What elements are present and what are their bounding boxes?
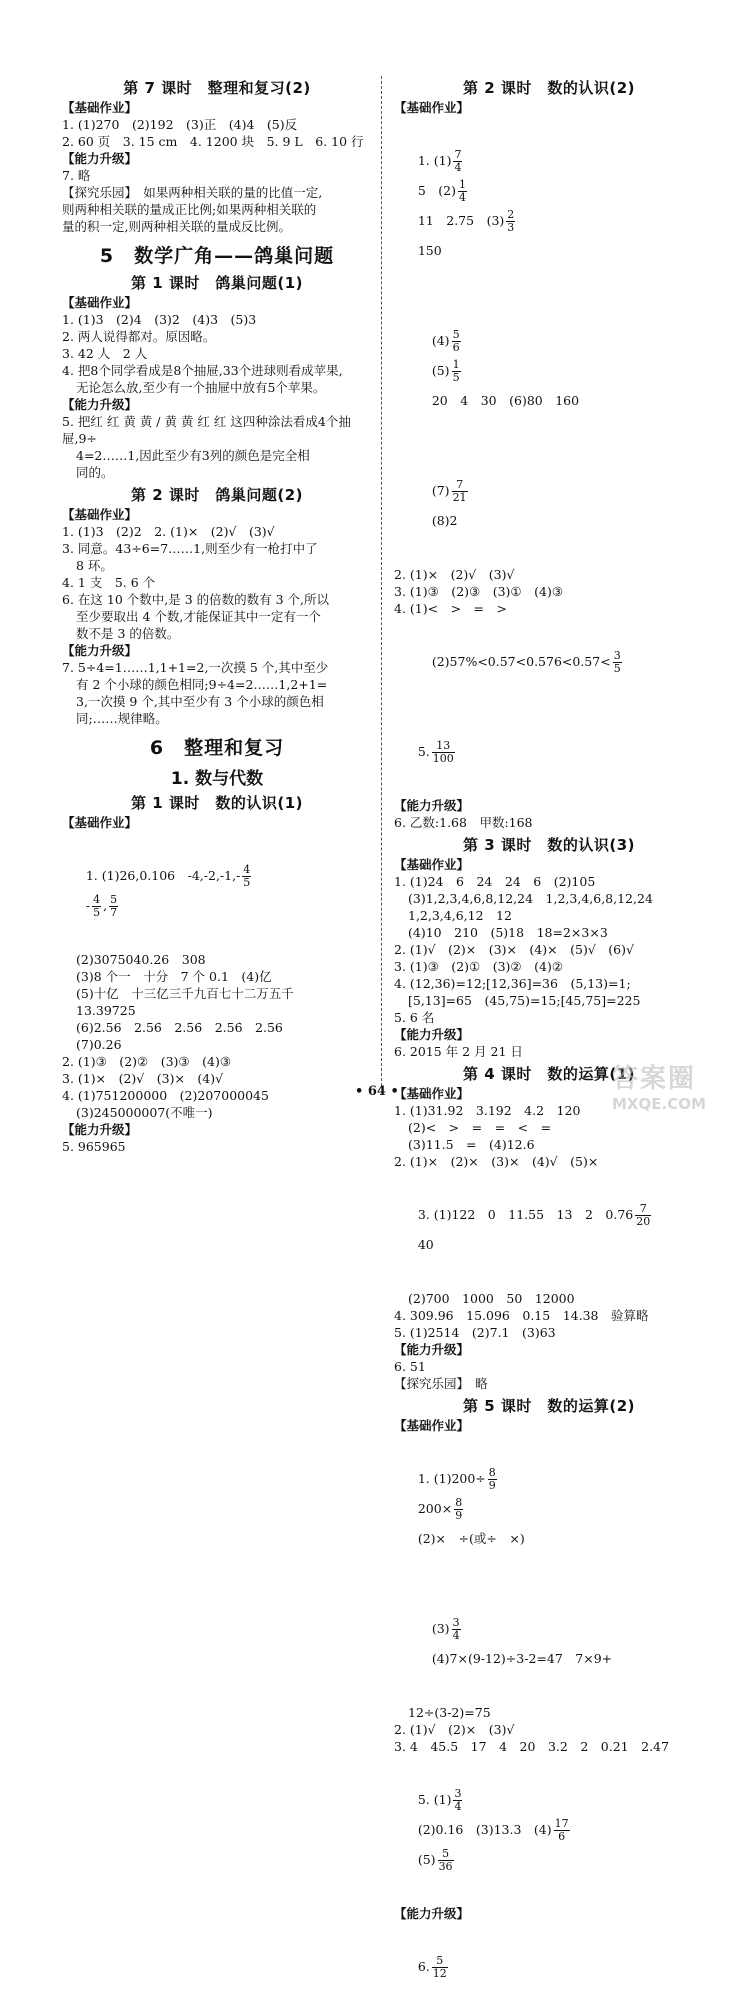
answer-line: 8 环。 (76, 558, 113, 573)
fraction (635, 1203, 651, 1228)
answer-line (394, 446, 704, 566)
answer-line: 5. 965965 (62, 1139, 126, 1154)
answer-text: 1. (1)26,0.106 -4,-2,-1,- (85, 868, 241, 883)
denominator: 100 (432, 752, 454, 765)
section-tag: 【能力升级】 (394, 1906, 470, 1921)
answer-line: 4. 把8个同学看成是8个抽屉,33个进球则看成苹果, (62, 363, 343, 378)
answer-line: 2. (1)③ (2)② (3)③ (4)③ (62, 1054, 232, 1069)
denominator: 4 (452, 1629, 460, 1642)
answer-line: 5. 6 名 (394, 1010, 435, 1025)
numerator: 4 (243, 863, 251, 876)
answer-line: (3)1,2,3,4,6,8,12,24 1,2,3,4,6,8,12,24 (408, 891, 653, 906)
answer-line: 【探究乐园】 略 (394, 1376, 488, 1391)
fraction (506, 209, 515, 234)
fraction (452, 359, 461, 384)
answer-text: (5) (417, 1852, 436, 1867)
answer-text: 5 (2) (417, 183, 457, 198)
denominator: 9 (455, 1509, 463, 1522)
denominator: 5 (243, 876, 251, 889)
answer-line (62, 831, 372, 951)
numerator: 1 (452, 358, 460, 371)
fraction (554, 1818, 570, 1843)
fraction (452, 329, 461, 354)
answer-line: (2)700 1000 50 12000 (408, 1291, 575, 1306)
right-column (394, 74, 704, 2012)
fraction (613, 650, 622, 675)
answer-line: 2. (1)× (2)× (3)× (4)√ (5)× (394, 1154, 599, 1169)
denominator: 5 (93, 906, 101, 919)
answer-text: , (103, 898, 108, 913)
numerator: 8 (488, 1466, 496, 1479)
answer-line: 4. (1)< > = > (394, 601, 508, 616)
lesson-title: 第 1 课时 数的认识(1) (130, 794, 304, 812)
answer-line (394, 617, 704, 707)
page-number: • 64 • (355, 1084, 399, 1099)
lesson-title: 第 7 课时 整理和复习(2) (123, 79, 311, 97)
denominator: 7 (110, 906, 118, 919)
denominator: 4 (454, 1800, 462, 1813)
fraction (458, 179, 467, 204)
section-tag: 【基础作业】 (394, 857, 470, 872)
fraction (453, 149, 462, 174)
answer-line: 3. (1)× (2)√ (3)× (4)√ (62, 1071, 224, 1086)
answer-text: (2)57%<0.5̇7̇<0.576<0.57̇< (431, 654, 611, 669)
fraction (452, 479, 468, 504)
answer-text: 1. (1) (417, 153, 452, 168)
section-tag: 【基础作业】 (62, 815, 138, 830)
answer-line: 数不是 3 的倍数。 (76, 626, 180, 641)
answer-line: 6. 在这 10 个数中,是 3 的倍数的数有 3 个,所以 (62, 592, 329, 607)
answer-line: 1. (1)3 (2)2 2. (1)× (2)√ (3)√ (62, 524, 275, 539)
fraction (488, 1467, 497, 1492)
denominator: 6 (452, 341, 460, 354)
numerator: 3 (454, 1787, 462, 1800)
answer-line: 12÷(3-2)=75 (408, 1705, 491, 1720)
answer-line: 5. (1)2514 (2)7.1 (3)63 (394, 1325, 556, 1340)
unit-title: 5 数学广角——鸽巢问题 (99, 245, 335, 267)
answer-line: 4. (1)751200000 (2)207000045 (62, 1088, 269, 1103)
answer-text: 5. (1) (417, 1792, 452, 1807)
lesson-title: 第 1 课时 鸽巢问题(1) (130, 274, 304, 292)
numerator: 7 (635, 1203, 651, 1216)
answer-line: [5,13]=65 (45,75)=15;[45,75]=225 (408, 993, 641, 1008)
answer-line: (3)8 个一 十分 7 个 0.1 (4)亿 (76, 969, 272, 984)
answer-line: (6)2.56 2.56̇ 2.5̇6̇ 2.56̇ 2.5̇6 (76, 1020, 283, 1035)
fraction (242, 864, 251, 889)
answer-text: 11 2.75 (3) (417, 213, 505, 228)
watermark-url: MXQE.COM (612, 1095, 706, 1113)
answer-line: (3)11.5 = (4)12.6 (408, 1137, 535, 1152)
answer-line: 3. (1)③ (2)① (3)② (4)② (394, 959, 564, 974)
section-tag: 【基础作业】 (394, 1086, 470, 1101)
answer-text: - (85, 898, 91, 913)
lesson-title: 第 5 课时 数的运算(2) (462, 1397, 636, 1415)
section-tag: 【能力升级】 (62, 151, 138, 166)
denominator: 12 (432, 1967, 447, 1980)
section-tag: 【基础作业】 (62, 507, 138, 522)
answer-text: 6. (417, 1959, 430, 1974)
answer-line: 2. (1)× (2)√ (3)√ (394, 567, 515, 582)
lesson-title: 第 4 课时 数的运算(1) (462, 1065, 636, 1083)
lesson-title: 第 2 课时 鸽巢问题(2) (130, 486, 304, 504)
watermark (612, 1058, 740, 1113)
answer-line: 3. 同意。43÷6=7……1,则至少有一枪打中了 (62, 541, 318, 556)
answer-line (394, 296, 704, 446)
answer-line (394, 1170, 704, 1290)
answer-line (394, 116, 704, 296)
section-tag: 【基础作业】 (62, 100, 138, 115)
denominator: 4 (459, 191, 467, 204)
answer-text: (8)2 (431, 513, 458, 528)
answer-line: 1,2,3,4,6,12 12 (408, 908, 512, 923)
answer-line: (7)0.26 (76, 1037, 122, 1052)
section-title: 1. 数与代数 (170, 769, 264, 789)
answer-line: 无论怎么放,至少有一个抽屉中放有5个苹果。 (76, 380, 326, 395)
answer-line: 2. 两人说得都对。原因略。 (62, 329, 216, 344)
denominator: 5 (613, 662, 621, 675)
numerator: 3 (452, 1616, 460, 1629)
answer-text: 20 4 30 (6)80 160 (431, 393, 580, 408)
answer-line: 至少要取出 4 个数,才能保证其中一定有一个 (76, 609, 321, 624)
denominator: 36 (438, 1860, 453, 1873)
denominator: 4 (454, 161, 462, 174)
section-tag: 【能力升级】 (394, 1342, 470, 1357)
section-tag: 【基础作业】 (62, 295, 138, 310)
fraction (453, 1788, 462, 1813)
section-tag: 【能力升级】 (62, 643, 138, 658)
answer-line: 5. 把红 红 黄 黄 / 黄 黄 红 红 这四种涂法看成4个抽屉,9÷ (62, 414, 351, 446)
answer-text: 5. (417, 744, 430, 759)
answer-text: 40 (417, 1237, 434, 1252)
answer-line: (3)245000007(不唯一) (76, 1105, 213, 1120)
answer-text: (4) (431, 333, 450, 348)
answer-line: 3. 4 45.5 17 4 20 3.2 2 0.21 2.47 (394, 1739, 669, 1754)
answer-line: 2. 60 页 3. 15 cm 4. 1200 块 5. 9 L 6. 10 行 (62, 134, 364, 149)
answer-text: 200× (417, 1501, 453, 1516)
answer-line: (2)3075040.26 308 (76, 952, 206, 967)
answer-line (394, 1922, 704, 2012)
answer-text: (7) (431, 483, 450, 498)
answer-text: (2)0.16 (3)13.3 (4) (417, 1822, 552, 1837)
answer-line: 2. (1)√ (2)× (3)√ (394, 1722, 515, 1737)
answer-line: 6. 2015 年 2 月 21 日 (394, 1044, 523, 1059)
answer-line: 同;……规律略。 (76, 711, 168, 726)
section-tag: 【能力升级】 (62, 397, 138, 412)
answer-line: 6. 51 (394, 1359, 426, 1374)
answer-text: (4)7×(9-12)÷3-2=47 7×9+ (431, 1651, 613, 1666)
answer-line: 3. (1)③ (2)③ (3)① (4)③ (394, 584, 564, 599)
numerator: 8 (455, 1496, 463, 1509)
answer-line: 【探究乐园】 如果两种相关联的量的比值一定, (62, 185, 323, 200)
answer-line: 则两种相关联的量成正比例;如果两种相关联的 (62, 202, 317, 217)
unit-title: 6 整理和复习 (149, 737, 285, 759)
answer-line: 1. (1)270 (2)192 (3)正 (4)4 (5)反 (62, 117, 298, 132)
numerator: 5 (438, 1848, 454, 1861)
answer-line: (2)< > = = < = (408, 1120, 552, 1135)
fraction (432, 740, 455, 765)
fraction (109, 894, 118, 919)
fraction (452, 1617, 461, 1642)
denominator: 6 (558, 1830, 566, 1843)
answer-line: (5)十亿 十三亿三千九百七十二万五千 (76, 986, 294, 1001)
answer-text: (2)× ÷(或÷ ×) (417, 1531, 525, 1546)
answer-line (394, 707, 704, 797)
answer-text: (3) (431, 1621, 450, 1636)
numerator: 5 (110, 893, 118, 906)
answer-line: 1. (1)24 6 24 24 6 (2)105 (394, 874, 596, 889)
fraction (92, 894, 101, 919)
answer-line: 1. (1)31.92 3.192 4.2 120 (394, 1103, 581, 1118)
answer-line (394, 1434, 704, 1584)
numerator: 1 (459, 178, 467, 191)
numerator: 13 (432, 740, 455, 753)
answer-line: 13.39725 (76, 1003, 136, 1018)
answer-line: 3,一次摸 9 个,其中至少有 3 个小球的颜色相 (76, 694, 324, 709)
section-tag: 【能力升级】 (62, 1122, 138, 1137)
answer-text: (5) (431, 363, 450, 378)
denominator: 9 (488, 1479, 496, 1492)
answer-line: 4=2……1,因此至少有3列的颜色是完全相 (76, 448, 310, 463)
answer-line: 7. 略 (62, 168, 91, 183)
answer-line: 有 2 个小球的颜色相同;9÷4=2……1,2+1= (76, 677, 328, 692)
answer-line (394, 1584, 704, 1704)
watermark-text: 答案圈 (612, 1064, 697, 1094)
denominator: 20 (636, 1215, 651, 1228)
section-tag: 【基础作业】 (394, 100, 470, 115)
answer-text: 1. (1)200÷ (417, 1471, 486, 1486)
fraction (432, 1955, 448, 1980)
section-tag: 【能力升级】 (394, 798, 470, 813)
answer-text: 3. (1)122 0 11.55 13 2 0.76 (417, 1207, 634, 1222)
answer-line: 1. (1)3 (2)4 (3)2 (4)3 (5)3 (62, 312, 257, 327)
section-tag: 【能力升级】 (394, 1027, 470, 1042)
lesson-title: 第 2 课时 数的认识(2) (462, 79, 636, 97)
lesson-title: 第 3 课时 数的认识(3) (462, 836, 636, 854)
numerator: 4 (93, 893, 101, 906)
left-column (62, 74, 372, 1155)
answer-line: 4. 309.96 15.096 0.15 14.38 验算略 (394, 1308, 649, 1323)
answer-line: 同的。 (76, 465, 114, 480)
denominator: 5 (452, 371, 460, 384)
fraction (438, 1848, 454, 1873)
column-divider (381, 76, 382, 1086)
answer-line: 3. 42 人 2 人 (62, 346, 148, 361)
answer-line: 6. 乙数:1.68 甲数:168 (394, 815, 533, 830)
answer-line: 2. (1)√ (2)× (3)× (4)× (5)√ (6)√ (394, 942, 634, 957)
numerator: 5 (452, 328, 460, 341)
denominator: 21 (452, 491, 467, 504)
answer-line: 4. 1 支 5. 6 个 (62, 575, 156, 590)
answer-line: 量的积一定,则两种相关联的量成反比例。 (62, 219, 291, 234)
section-tag: 【基础作业】 (394, 1418, 470, 1433)
numerator: 5 (432, 1955, 448, 1968)
numerator: 7 (454, 148, 462, 161)
numerator: 3 (613, 649, 621, 662)
answer-line (394, 1755, 704, 1905)
fraction (454, 1497, 463, 1522)
answer-line: 7. 5÷4=1……1,1+1=2,一次摸 5 个,其中至少 (62, 660, 329, 675)
answer-text: 150 (417, 243, 442, 258)
numerator: 17 (554, 1817, 569, 1830)
answer-line: (4)10 210 (5)18 18=2×3×3 (408, 925, 608, 940)
numerator: 7 (452, 479, 468, 492)
numerator: 2 (507, 208, 515, 221)
answer-line: 4. (12,36)=12;[12,36]=36 (5,13)=1; (394, 976, 631, 991)
denominator: 3 (507, 221, 515, 234)
